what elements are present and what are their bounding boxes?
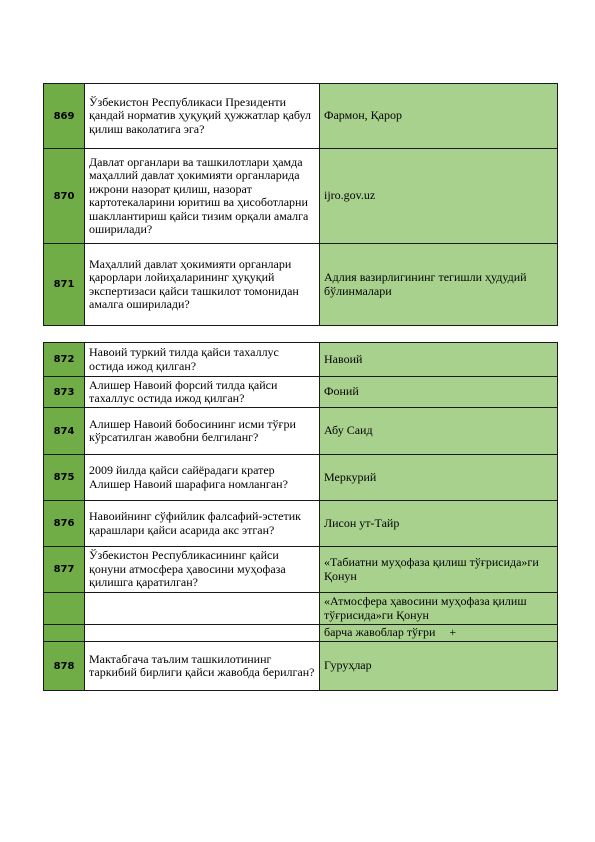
answer-text: Гуруҳлар [320, 642, 558, 691]
table-row [44, 455, 558, 501]
question-text [85, 625, 320, 642]
question-text: Давлат органлари ва ташкилотлари ҳамда маҳаллий давлат ҳокимияти органларида ижрони назорат қилиш, назорат картотекаларини юритиш ва ҳисоботларни шакллантириш қайси тизим орқали амалга оширилади? [85, 149, 320, 244]
answer-text: барча жавоблар тўғри [324, 625, 436, 640]
question-number: 870 [44, 149, 85, 244]
table-row [44, 625, 558, 642]
table-row [44, 84, 558, 149]
question-number: 875 [44, 455, 85, 501]
table-row [44, 642, 558, 691]
question-text [85, 593, 320, 625]
table-row [44, 501, 558, 547]
answer-text: Адлия вазирлигининг тегишли ҳудудий бўлинмалари [320, 244, 558, 326]
answer-text: ijro.gov.uz [320, 149, 558, 244]
question-text: Ўзбекистон Республикаси Президенти қандай норматив ҳуқуқий ҳужжатлар қабул қилиш ваколатига эга? [85, 84, 320, 149]
table-row [44, 408, 558, 455]
question-text: Алишер Навоий бобосининг исми тўғри кўрсатилган жавобни белгиланг? [85, 408, 320, 455]
question-number [44, 625, 85, 642]
question-number [44, 593, 85, 625]
question-number: 878 [44, 642, 85, 691]
question-text: 2009 йилда қайси сайёрадаги кратер Алишер Навоий шарафига номланган? [85, 455, 320, 501]
question-number: 874 [44, 408, 85, 455]
question-text: Мактабгача таълим ташкилотининг таркибий бирлиги қайси жавобда берилган? [85, 642, 320, 691]
answer-text: Меркурий [320, 455, 558, 501]
table-row [44, 547, 558, 593]
question-text: Навоийнинг сўфийлик фалсафий-эстетик қарашлари қайси асарида акс этган? [85, 501, 320, 547]
answer-text: Навоий [320, 343, 558, 377]
correct-mark: + [449, 625, 457, 640]
answer-cell [320, 625, 558, 642]
question-number: 876 [44, 501, 85, 547]
question-number: 871 [44, 244, 85, 326]
table-row [44, 343, 558, 377]
questions-table-2 [43, 342, 558, 691]
answer-text: «Табиатни муҳофаза қилиш тўғрисида»ги Қонун [320, 547, 558, 593]
question-number: 877 [44, 547, 85, 593]
answer-text: Фармон, Қарор [320, 84, 558, 149]
answer-text: Фоний [320, 377, 558, 408]
question-text: Навоий туркий тилда қайси тахаллус остида ижод қилган? [85, 343, 320, 377]
table-row [44, 244, 558, 326]
question-text: Маҳаллий давлат ҳокимияти органлари қарорлари лойиҳаларининг ҳуқуқий экспертизаси қайси ташкилот томонидан амалга оширилади? [85, 244, 320, 326]
question-number: 872 [44, 343, 85, 377]
table-row [44, 149, 558, 244]
answer-text: «Атмосфера ҳавосини муҳофаза қилиш тўғрисида»ги Қонун [320, 593, 558, 625]
question-text: Алишер Навоий форсий тилда қайси тахаллус остида ижод қилган? [85, 377, 320, 408]
answer-text: Абу Саид [320, 408, 558, 455]
question-number: 873 [44, 377, 85, 408]
table-row [44, 593, 558, 625]
question-number: 869 [44, 84, 85, 149]
question-text: Ўзбекистон Республикасининг қайси қонуни атмосфера ҳавосини муҳофаза қилишга қаратилган? [85, 547, 320, 593]
questions-table-1 [43, 83, 558, 326]
answer-text: Лисон ут-Тайр [320, 501, 558, 547]
table-row [44, 377, 558, 408]
